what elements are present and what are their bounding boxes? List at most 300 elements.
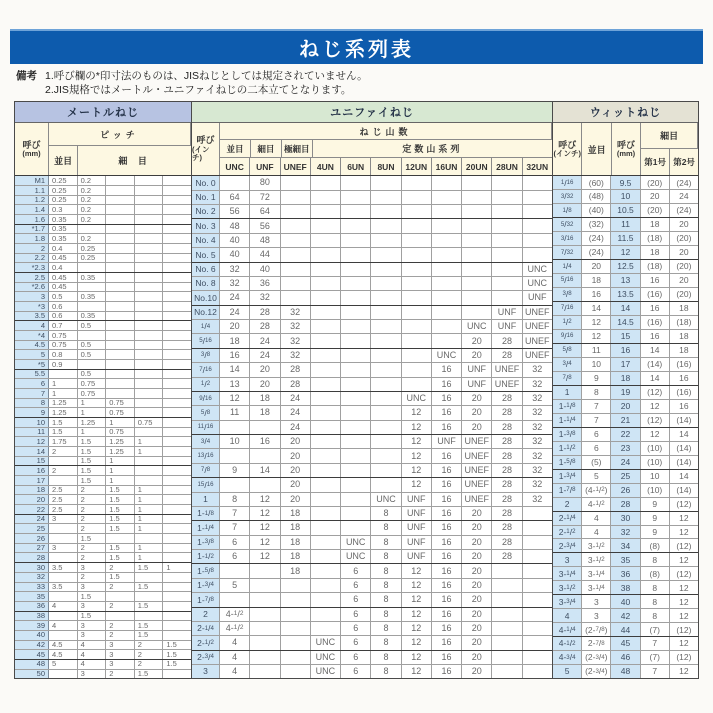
metric-value-cell: 1 — [135, 447, 164, 456]
metric-value-cell: 1 — [78, 399, 107, 408]
metric-value-cell — [135, 263, 164, 272]
unified-value-cell: 40 — [250, 263, 280, 276]
whitworth-value-cell: (2- 3 / 4 ) — [582, 665, 611, 678]
whitworth-value-cell: (24) — [676, 177, 692, 188]
whitworth-value-cell: 12 — [582, 330, 611, 343]
unified-value-cell — [311, 536, 341, 549]
whitworth-value-cell: (5) — [582, 456, 611, 469]
metric-row — [15, 505, 191, 515]
unified-value-cell — [402, 234, 432, 247]
unified-value-cell: UNF — [402, 507, 432, 520]
whitworth-header — [553, 123, 698, 176]
whitworth-value-cell: (16) — [676, 387, 692, 398]
unified-value-cell — [250, 608, 280, 621]
whitworth-value-cell: 10 — [582, 358, 611, 371]
metric-value-cell — [163, 457, 191, 466]
whitworth-value-cell: 14.5 — [611, 316, 640, 329]
unified-value-cell — [432, 334, 462, 347]
metric-value-cell: 1.5 — [78, 592, 107, 601]
unified-value-cell — [492, 608, 522, 621]
unified-value-cell — [402, 205, 432, 218]
unified-value-cell — [523, 550, 552, 563]
metric-row — [15, 302, 191, 312]
unified-value-cell — [371, 248, 401, 261]
unified-value-cell — [341, 349, 371, 362]
metric-value-cell — [135, 399, 164, 408]
unified-value-cell: 12 — [250, 493, 280, 506]
unified-value-cell — [371, 176, 401, 189]
unified-value-cell — [492, 579, 522, 592]
unified-value-cell: UNF — [492, 320, 522, 333]
whitworth-label-cell: 1- 3 / 4 — [553, 470, 582, 483]
unified-value-cell: 20 — [281, 449, 311, 462]
unified-value-cell — [250, 665, 280, 678]
metric-value-cell: 0.75 — [78, 389, 107, 398]
whitworth-value-cell: 7 — [641, 665, 670, 678]
whitworth-row — [553, 414, 698, 428]
unified-label-cell: 3 — [192, 665, 220, 678]
metric-value-cell — [163, 196, 191, 205]
unified-value-cell — [311, 608, 341, 621]
metric-row — [15, 641, 191, 651]
metric-row — [15, 428, 191, 438]
unified-value-cell — [492, 191, 522, 204]
unified-value-cell: 20 — [462, 536, 492, 549]
metric-value-cell: 1.25 — [49, 399, 78, 408]
metric-row — [15, 495, 191, 505]
unified-value-cell: 32 — [220, 263, 250, 276]
metric-value-cell: 1 — [106, 466, 135, 475]
whitworth-value-cell: 20 — [679, 247, 689, 258]
metric-value-cell — [78, 331, 107, 340]
metric-value-cell — [163, 573, 191, 582]
metric-value-cell — [163, 205, 191, 214]
metric-value-cell: 0.75 — [135, 418, 164, 427]
metric-value-cell: 1 — [78, 408, 107, 417]
unified-value-cell: 32 — [532, 464, 543, 475]
whitworth-label-cell: 2- 1 / 4 — [553, 512, 582, 525]
whitworth-value-cell: 8 — [641, 595, 670, 608]
metric-row — [15, 583, 191, 593]
unified-value-cell — [311, 493, 341, 506]
metric-label-cell: 26 — [15, 534, 49, 543]
unified-row — [192, 550, 552, 564]
unified-value-cell — [523, 234, 552, 247]
unified-label-cell: 5 / 16 — [192, 334, 220, 347]
unified-value-cell — [432, 248, 462, 261]
unified-value-cell — [341, 320, 371, 333]
unified-row — [192, 608, 552, 622]
metric-value-cell: 2 — [49, 447, 78, 456]
whitworth-value-cell: 18 — [679, 345, 689, 356]
unified-value-cell — [250, 478, 280, 491]
unified-value-cell: 6 — [341, 651, 371, 664]
metric-value-cell — [78, 225, 107, 234]
whitworth-value-cell: 21 — [611, 414, 640, 427]
unified-value-cell — [523, 636, 552, 649]
metric-value-cell: 0.35 — [78, 292, 107, 301]
unified-value-cell: UNEF — [462, 435, 492, 448]
unified-value-cell — [341, 406, 371, 419]
metric-value-cell — [106, 225, 135, 234]
unified-value-cell: 16 — [432, 608, 462, 621]
metric-value-cell — [106, 389, 135, 398]
metric-value-cell — [135, 205, 164, 214]
metric-value-cell — [163, 341, 191, 350]
metric-value-cell — [163, 215, 191, 224]
whitworth-value-cell: (12) — [676, 540, 692, 551]
metric-call-header — [15, 123, 49, 175]
unified-label-cell: No. 2 — [192, 205, 220, 218]
metric-value-cell: 0.2 — [78, 234, 107, 243]
unified-value-cell: 12 — [402, 608, 432, 621]
metric-value-cell — [135, 428, 164, 437]
metric-value-cell: 1.5 — [135, 670, 164, 679]
unified-value-cell — [341, 521, 371, 534]
unified-col-header-6un: 6UN — [341, 158, 371, 175]
unified-value-cell: 9 — [220, 464, 250, 477]
unified-value-cell: UNEF — [492, 363, 522, 376]
unified-value-cell: 28 — [492, 406, 522, 419]
metric-value-cell — [163, 670, 191, 679]
unified-col-header-unf: UNF — [250, 158, 280, 175]
unified-value-cell — [432, 291, 462, 304]
unified-value-cell — [250, 651, 280, 664]
whitworth-value-cell: 24 — [679, 191, 689, 202]
unified-value-cell: 28 — [281, 378, 311, 391]
unified-value-cell — [492, 636, 522, 649]
whitworth-label-cell: 1- 1 / 8 — [553, 400, 582, 413]
whitworth-row — [553, 428, 698, 442]
whitworth-label-cell: 1- 1 / 4 — [553, 414, 582, 427]
unified-label-cell: No.10 — [192, 291, 220, 304]
metric-row — [15, 389, 191, 399]
whitworth-value-cell: 18 — [641, 218, 670, 231]
metric-value-cell: 1.5 — [78, 612, 107, 621]
metric-value-cell: 3 — [78, 621, 107, 630]
unified-value-cell: 18 — [250, 406, 280, 419]
metric-value-cell — [135, 379, 164, 388]
metric-label-cell: 4 — [15, 321, 49, 330]
unified-value-cell — [371, 191, 401, 204]
metric-value-cell: 2 — [78, 573, 107, 582]
metric-row — [15, 254, 191, 264]
whitworth-value-cell: (2- 7 / 8 ) — [582, 623, 611, 636]
whitworth-value-cell: 35 — [611, 553, 640, 566]
unified-value-cell — [311, 263, 341, 276]
unified-value-cell: 32 — [220, 277, 250, 290]
unified-value-cell: 8 — [371, 507, 401, 520]
unified-value-cell: UNC — [527, 263, 548, 274]
whitworth-value-cell: 13 — [611, 274, 640, 287]
unified-value-cell: UNF — [528, 292, 547, 303]
metric-value-cell — [135, 176, 164, 185]
unified-value-cell: 28 — [250, 320, 280, 333]
metric-value-cell: 1 — [49, 379, 78, 388]
whitworth-value-cell: 14 — [679, 428, 689, 439]
unified-value-cell — [250, 421, 280, 434]
metric-value-cell: 1 — [135, 486, 164, 495]
unified-row — [192, 320, 552, 334]
whitworth-label-cell: 1- 7 / 8 — [553, 484, 582, 497]
unified-value-cell: UNF — [402, 493, 432, 506]
unified-value-cell: 16 — [432, 651, 462, 664]
unified-row — [192, 579, 552, 593]
whitworth-value-cell: 9 — [582, 372, 611, 385]
unified-value-cell: 8 — [371, 651, 401, 664]
whitworth-value-cell: 3- 1 / 4 — [582, 567, 611, 580]
metric-label-cell: *2.3 — [15, 263, 49, 272]
unified-value-cell — [371, 392, 401, 405]
whitworth-call-inch-unit: (インチ) — [553, 149, 581, 159]
unified-value-cell — [523, 191, 552, 204]
metric-row — [15, 486, 191, 496]
unified-value-cell — [492, 219, 522, 232]
whitworth-value-cell: 42 — [611, 609, 640, 622]
metric-label-cell: 1.6 — [15, 215, 49, 224]
unified-value-cell — [281, 579, 311, 592]
unified-value-cell: 16 — [432, 363, 462, 376]
unified-label-cell: 1- 7 / 8 — [192, 593, 220, 606]
unified-value-cell: 16 — [432, 392, 462, 405]
unified-value-cell: 20 — [462, 608, 492, 621]
metric-value-cell: 0.8 — [49, 350, 78, 359]
unified-value-cell: 40 — [220, 248, 250, 261]
unified-value-cell — [281, 665, 311, 678]
metric-value-cell: 0.75 — [49, 331, 78, 340]
whitworth-call-inch-header — [553, 123, 582, 175]
unified-value-cell: 24 — [281, 406, 311, 419]
note-line-1: 1.呼び欄の*印寸法のものは、JISねじとしては規定されていません。 — [45, 70, 368, 82]
unified-section-title: ユニファイねじ — [192, 102, 552, 123]
metric-rows — [15, 176, 191, 678]
unified-value-cell: 28 — [250, 306, 280, 319]
metric-value-cell: 1.5 — [78, 457, 107, 466]
unified-value-cell: 20 — [462, 392, 492, 405]
metric-row — [15, 670, 191, 679]
unified-row — [192, 478, 552, 492]
metric-value-cell — [163, 350, 191, 359]
whitworth-value-cell: (7) — [641, 623, 670, 636]
unified-value-cell: 28 — [492, 464, 522, 477]
unified-value-cell — [432, 234, 462, 247]
unified-value-cell — [341, 363, 371, 376]
unified-value-cell — [311, 349, 341, 362]
unified-value-cell — [402, 349, 432, 362]
unified-value-cell — [371, 363, 401, 376]
metric-row — [15, 225, 191, 235]
unified-value-cell — [492, 234, 522, 247]
metric-value-cell: 0.35 — [49, 234, 78, 243]
metric-value-cell: 0.25 — [78, 254, 107, 263]
metric-call-unit: (mm) — [22, 149, 41, 159]
metric-label-cell: 20 — [15, 495, 49, 504]
metric-value-cell: 2 — [78, 544, 107, 553]
whitworth-value-cell: 20 — [582, 260, 611, 273]
metric-value-cell: 3.5 — [49, 563, 78, 572]
unified-value-cell — [371, 449, 401, 462]
whitworth-label-cell: 2 — [553, 498, 582, 511]
unified-value-cell: 28 — [492, 349, 522, 362]
unified-value-cell — [371, 349, 401, 362]
notes-lines — [45, 70, 368, 97]
metric-label-cell: *5 — [15, 360, 49, 369]
metric-value-cell: 1.5 — [49, 418, 78, 427]
metric-value-cell — [163, 437, 191, 446]
whitworth-label-cell: 5 / 32 — [553, 218, 582, 231]
unified-value-cell — [432, 191, 462, 204]
whitworth-value-cell: 4 — [582, 512, 611, 525]
whitworth-row — [553, 400, 698, 414]
whitworth-row — [553, 344, 698, 358]
unified-row — [192, 248, 552, 262]
metric-value-cell — [163, 428, 191, 437]
whitworth-row — [553, 260, 698, 274]
whitworth-value-cell: 16 — [641, 330, 670, 343]
unified-value-cell — [523, 521, 552, 534]
metric-label-cell: 24 — [15, 515, 49, 524]
metric-row — [15, 553, 191, 563]
whitworth-label-cell: 7 / 8 — [553, 372, 582, 385]
metric-value-cell: 1.5 — [106, 553, 135, 562]
whitworth-value-cell: 20 — [679, 219, 689, 230]
unified-label-cell: 9 / 16 — [192, 392, 220, 405]
unified-value-cell — [311, 579, 341, 592]
metric-label-cell: M1 — [15, 176, 49, 185]
unified-label-cell: No. 5 — [192, 248, 220, 261]
metric-value-cell — [135, 292, 164, 301]
unified-value-cell: 16 — [432, 665, 462, 678]
metric-label-cell: *1.7 — [15, 225, 49, 234]
metric-label-cell: 12 — [15, 437, 49, 446]
unified-value-cell: 48 — [250, 234, 280, 247]
unified-row — [192, 306, 552, 320]
unified-value-cell — [462, 306, 492, 319]
metric-label-cell: 32 — [15, 573, 49, 582]
metric-value-cell — [163, 612, 191, 621]
unified-col-header-32un: 32UN — [523, 158, 552, 175]
whitworth-value-cell: (8) — [641, 567, 670, 580]
unified-threads-header: ねじ山数 — [220, 123, 552, 140]
unified-row — [192, 363, 552, 377]
metric-coarse-header: 並目 — [49, 146, 78, 175]
unified-value-cell — [492, 263, 522, 276]
metric-value-cell — [49, 457, 78, 466]
unified-extra-fine-header: 極細目 — [282, 140, 313, 158]
whitworth-value-cell: (12) — [676, 568, 692, 579]
unified-label-cell: No. 4 — [192, 234, 220, 247]
whitworth-label-cell: 1 / 2 — [553, 316, 582, 329]
unified-value-cell: 32 — [532, 393, 543, 404]
unified-value-cell — [432, 277, 462, 290]
unified-value-cell — [311, 334, 341, 347]
unified-value-cell: 20 — [462, 651, 492, 664]
whitworth-value-cell: 8 — [641, 553, 670, 566]
metric-value-cell — [49, 370, 78, 379]
metric-value-cell: 4 — [49, 621, 78, 630]
unified-value-cell — [220, 564, 250, 577]
unified-value-cell: 12 — [250, 507, 280, 520]
metric-value-cell — [163, 418, 191, 427]
unified-row — [192, 378, 552, 392]
metric-value-cell — [135, 360, 164, 369]
unified-label-cell: 7 / 16 — [192, 363, 220, 376]
unified-value-cell — [371, 421, 401, 434]
whitworth-value-cell: (2- 3 / 4 ) — [582, 651, 611, 664]
unified-value-cell — [402, 334, 432, 347]
metric-value-cell — [163, 524, 191, 533]
unified-call-header — [192, 123, 220, 175]
whitworth-value-cell: (12) — [676, 652, 692, 663]
unified-value-cell — [311, 507, 341, 520]
unified-value-cell — [462, 291, 492, 304]
metric-value-cell: 0.6 — [49, 302, 78, 311]
unified-call-unit: (インチ) — [192, 144, 210, 163]
unified-value-cell: 8 — [371, 536, 401, 549]
whitworth-value-cell: 6 — [582, 428, 611, 441]
metric-value-cell: 1 — [135, 553, 164, 562]
unified-value-cell: 24 — [281, 421, 311, 434]
whitworth-value-cell: 14 — [611, 302, 640, 315]
metric-value-cell: 1 — [135, 437, 164, 446]
metric-value-cell: 0.9 — [49, 360, 78, 369]
whitworth-value-cell: 4 — [582, 526, 611, 539]
unified-label-cell: 1- 5 / 8 — [192, 564, 220, 577]
metric-value-cell: 1.5 — [106, 544, 135, 553]
whitworth-coarse-header: 並目 — [582, 123, 611, 175]
whitworth-value-cell: (20) — [641, 176, 670, 189]
unified-col-header-12un: 12UN — [402, 158, 432, 175]
unified-value-cell — [311, 593, 341, 606]
whitworth-value-cell: (40) — [582, 204, 611, 217]
unified-value-cell: UNEF — [462, 478, 492, 491]
whitworth-value-cell: 9 — [641, 512, 670, 525]
unified-value-cell: UNF — [462, 363, 492, 376]
unified-value-cell: 8 — [371, 564, 401, 577]
unified-value-cell: 13 — [220, 378, 250, 391]
whitworth-label-cell: 3 / 32 — [553, 190, 582, 203]
unified-value-cell: 28 — [492, 507, 522, 520]
unified-value-cell — [462, 248, 492, 261]
whitworth-label-cell: 1 / 4 — [553, 260, 582, 273]
unified-row — [192, 421, 552, 435]
metric-value-cell — [106, 331, 135, 340]
whitworth-row — [553, 553, 698, 567]
unified-value-cell: 28 — [492, 493, 522, 506]
whitworth-row — [553, 470, 698, 484]
unified-value-cell: 28 — [492, 550, 522, 563]
whitworth-label-cell: 1- 3 / 8 — [553, 428, 582, 441]
whitworth-row — [553, 581, 698, 595]
metric-row — [15, 621, 191, 631]
metric-value-cell: 1 — [166, 563, 171, 572]
metric-label-cell: 25 — [15, 524, 49, 533]
unified-row — [192, 406, 552, 420]
whitworth-label-cell: 3 / 4 — [553, 358, 582, 371]
unified-value-cell: 16 — [432, 478, 462, 491]
whitworth-value-cell: 3- 1 / 2 — [582, 553, 611, 566]
metric-value-cell — [135, 457, 164, 466]
metric-section — [15, 102, 191, 678]
metric-row — [15, 544, 191, 554]
whitworth-call-inch-label: 呼び — [558, 139, 577, 150]
metric-row — [15, 534, 191, 544]
metric-label-cell: 15 — [15, 457, 49, 466]
whitworth-value-cell: (12) — [676, 498, 692, 509]
unified-value-cell — [371, 406, 401, 419]
unified-label-cell: 1- 3 / 8 — [192, 536, 220, 549]
metric-value-cell: 1 — [135, 515, 164, 524]
